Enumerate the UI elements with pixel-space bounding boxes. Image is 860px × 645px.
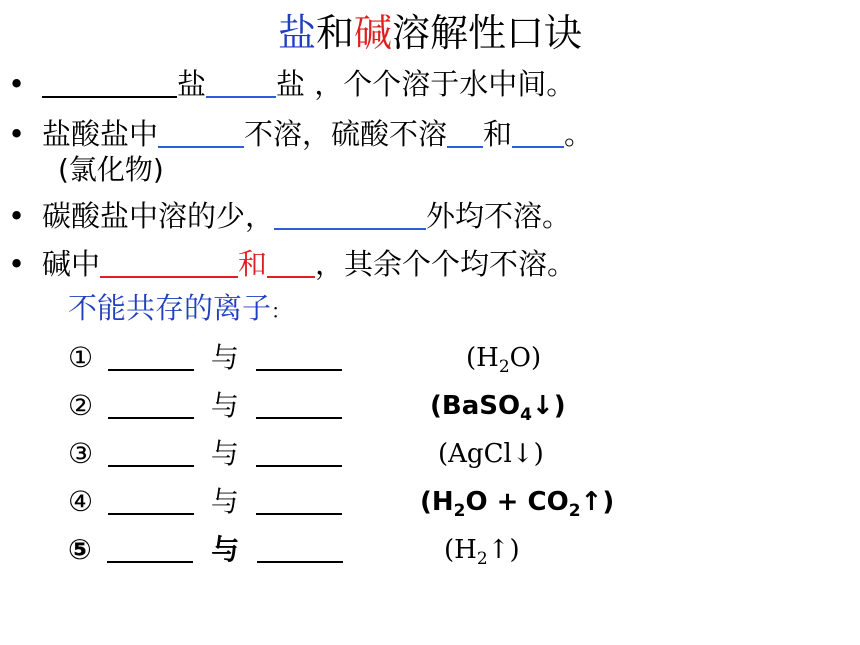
- line2-text-a: 盐酸盐中: [42, 117, 159, 151]
- rhyme-line-1: [0, 64, 575, 104]
- blank-field[interactable]: [267, 246, 315, 278]
- blank-field[interactable]: [100, 246, 238, 278]
- page-title: [0, 8, 860, 58]
- line4-text-c: ，其余个个均不溶。: [315, 247, 577, 281]
- blank-field[interactable]: [256, 437, 342, 467]
- formula-sub: 2: [498, 357, 510, 378]
- ion-row-5: [68, 530, 343, 570]
- ions-heading-text: 不能共存的离子: [68, 291, 272, 325]
- formula-text: ↑): [580, 487, 615, 517]
- ions-heading: [68, 288, 291, 331]
- with-label: 与: [210, 341, 239, 374]
- chloride-note: (氯化物): [58, 153, 164, 186]
- blank-field[interactable]: [256, 485, 342, 515]
- line2-text-d: 。: [564, 117, 594, 151]
- formula-sub: 4: [520, 405, 532, 426]
- ion-row-1: [68, 338, 342, 378]
- blank-field[interactable]: [158, 116, 244, 148]
- formula-h2: [444, 530, 520, 579]
- formula-h2o: [466, 338, 541, 387]
- formula-baso4: [430, 386, 566, 435]
- line3-text-b: 外均不溶。: [426, 199, 572, 233]
- formula-text: (BaSO: [430, 391, 521, 421]
- blank-field[interactable]: [108, 341, 194, 371]
- formula-text: ↓): [531, 391, 566, 421]
- rhyme-line-3: [0, 196, 571, 236]
- line3-text-a: 碳酸盐中溶的少，: [42, 199, 275, 233]
- blank-field[interactable]: [256, 341, 342, 371]
- blank-field[interactable]: [108, 389, 194, 419]
- with-label: 与: [211, 533, 240, 566]
- rhyme-line-4: [0, 244, 576, 284]
- blank-field[interactable]: [206, 66, 276, 98]
- blank-field[interactable]: [108, 437, 194, 467]
- ion-row-4: [68, 482, 342, 522]
- ions-heading-colon: ：: [271, 299, 292, 323]
- title-and: 和: [315, 11, 354, 55]
- row-number: ⑤: [68, 533, 92, 566]
- row-number: ①: [68, 341, 94, 374]
- row-number: ②: [68, 389, 94, 422]
- line1-text-a: 盐: [177, 67, 207, 101]
- formula-sub: 2: [568, 501, 581, 522]
- with-label: 与: [210, 437, 239, 470]
- blank-field[interactable]: [447, 116, 483, 148]
- blank-field[interactable]: [42, 66, 177, 98]
- line1-text-b: 盐 ，个个溶于水中间。: [276, 67, 576, 101]
- formula-text: ↓): [511, 439, 544, 469]
- formula-agcl: [438, 434, 544, 474]
- rhyme-line-2: [0, 114, 593, 154]
- row-number: ③: [68, 437, 94, 470]
- with-label: 与: [210, 485, 239, 518]
- blank-field[interactable]: [107, 533, 193, 563]
- line4-text-b: 和: [238, 247, 268, 281]
- formula-sub: 2: [453, 501, 466, 522]
- line2-text-b: 不溶，硫酸不溶: [244, 117, 448, 151]
- bullet: •: [8, 247, 26, 281]
- formula-text: (H: [466, 343, 499, 373]
- formula-h2o-co2: [420, 482, 614, 531]
- formula-text: O): [509, 343, 542, 373]
- title-rest: 溶解性口诀: [392, 11, 583, 55]
- with-label: 与: [210, 389, 239, 422]
- row-number: ④: [68, 485, 94, 518]
- blank-field[interactable]: [257, 533, 343, 563]
- bullet: •: [8, 67, 26, 101]
- blank-field[interactable]: [108, 485, 194, 515]
- formula-sub: 2: [476, 549, 488, 570]
- formula-text: ↑): [487, 535, 520, 565]
- formula-text: (AgCl: [438, 439, 512, 469]
- title-base: 碱: [354, 11, 393, 55]
- line2-text-c: 和: [483, 117, 513, 151]
- title-salt: 盐: [277, 11, 316, 55]
- formula-text: O + CO: [465, 487, 569, 517]
- formula-text: (H: [444, 535, 477, 565]
- bullet: •: [8, 117, 26, 151]
- bullet: •: [8, 199, 26, 233]
- formula-text: (H: [420, 487, 454, 517]
- blank-field[interactable]: [256, 389, 342, 419]
- blank-field[interactable]: [512, 116, 564, 148]
- line4-text-a: 碱中: [42, 247, 101, 281]
- ion-row-3: [68, 434, 342, 474]
- ion-row-2: [68, 386, 342, 426]
- blank-field[interactable]: [274, 198, 426, 230]
